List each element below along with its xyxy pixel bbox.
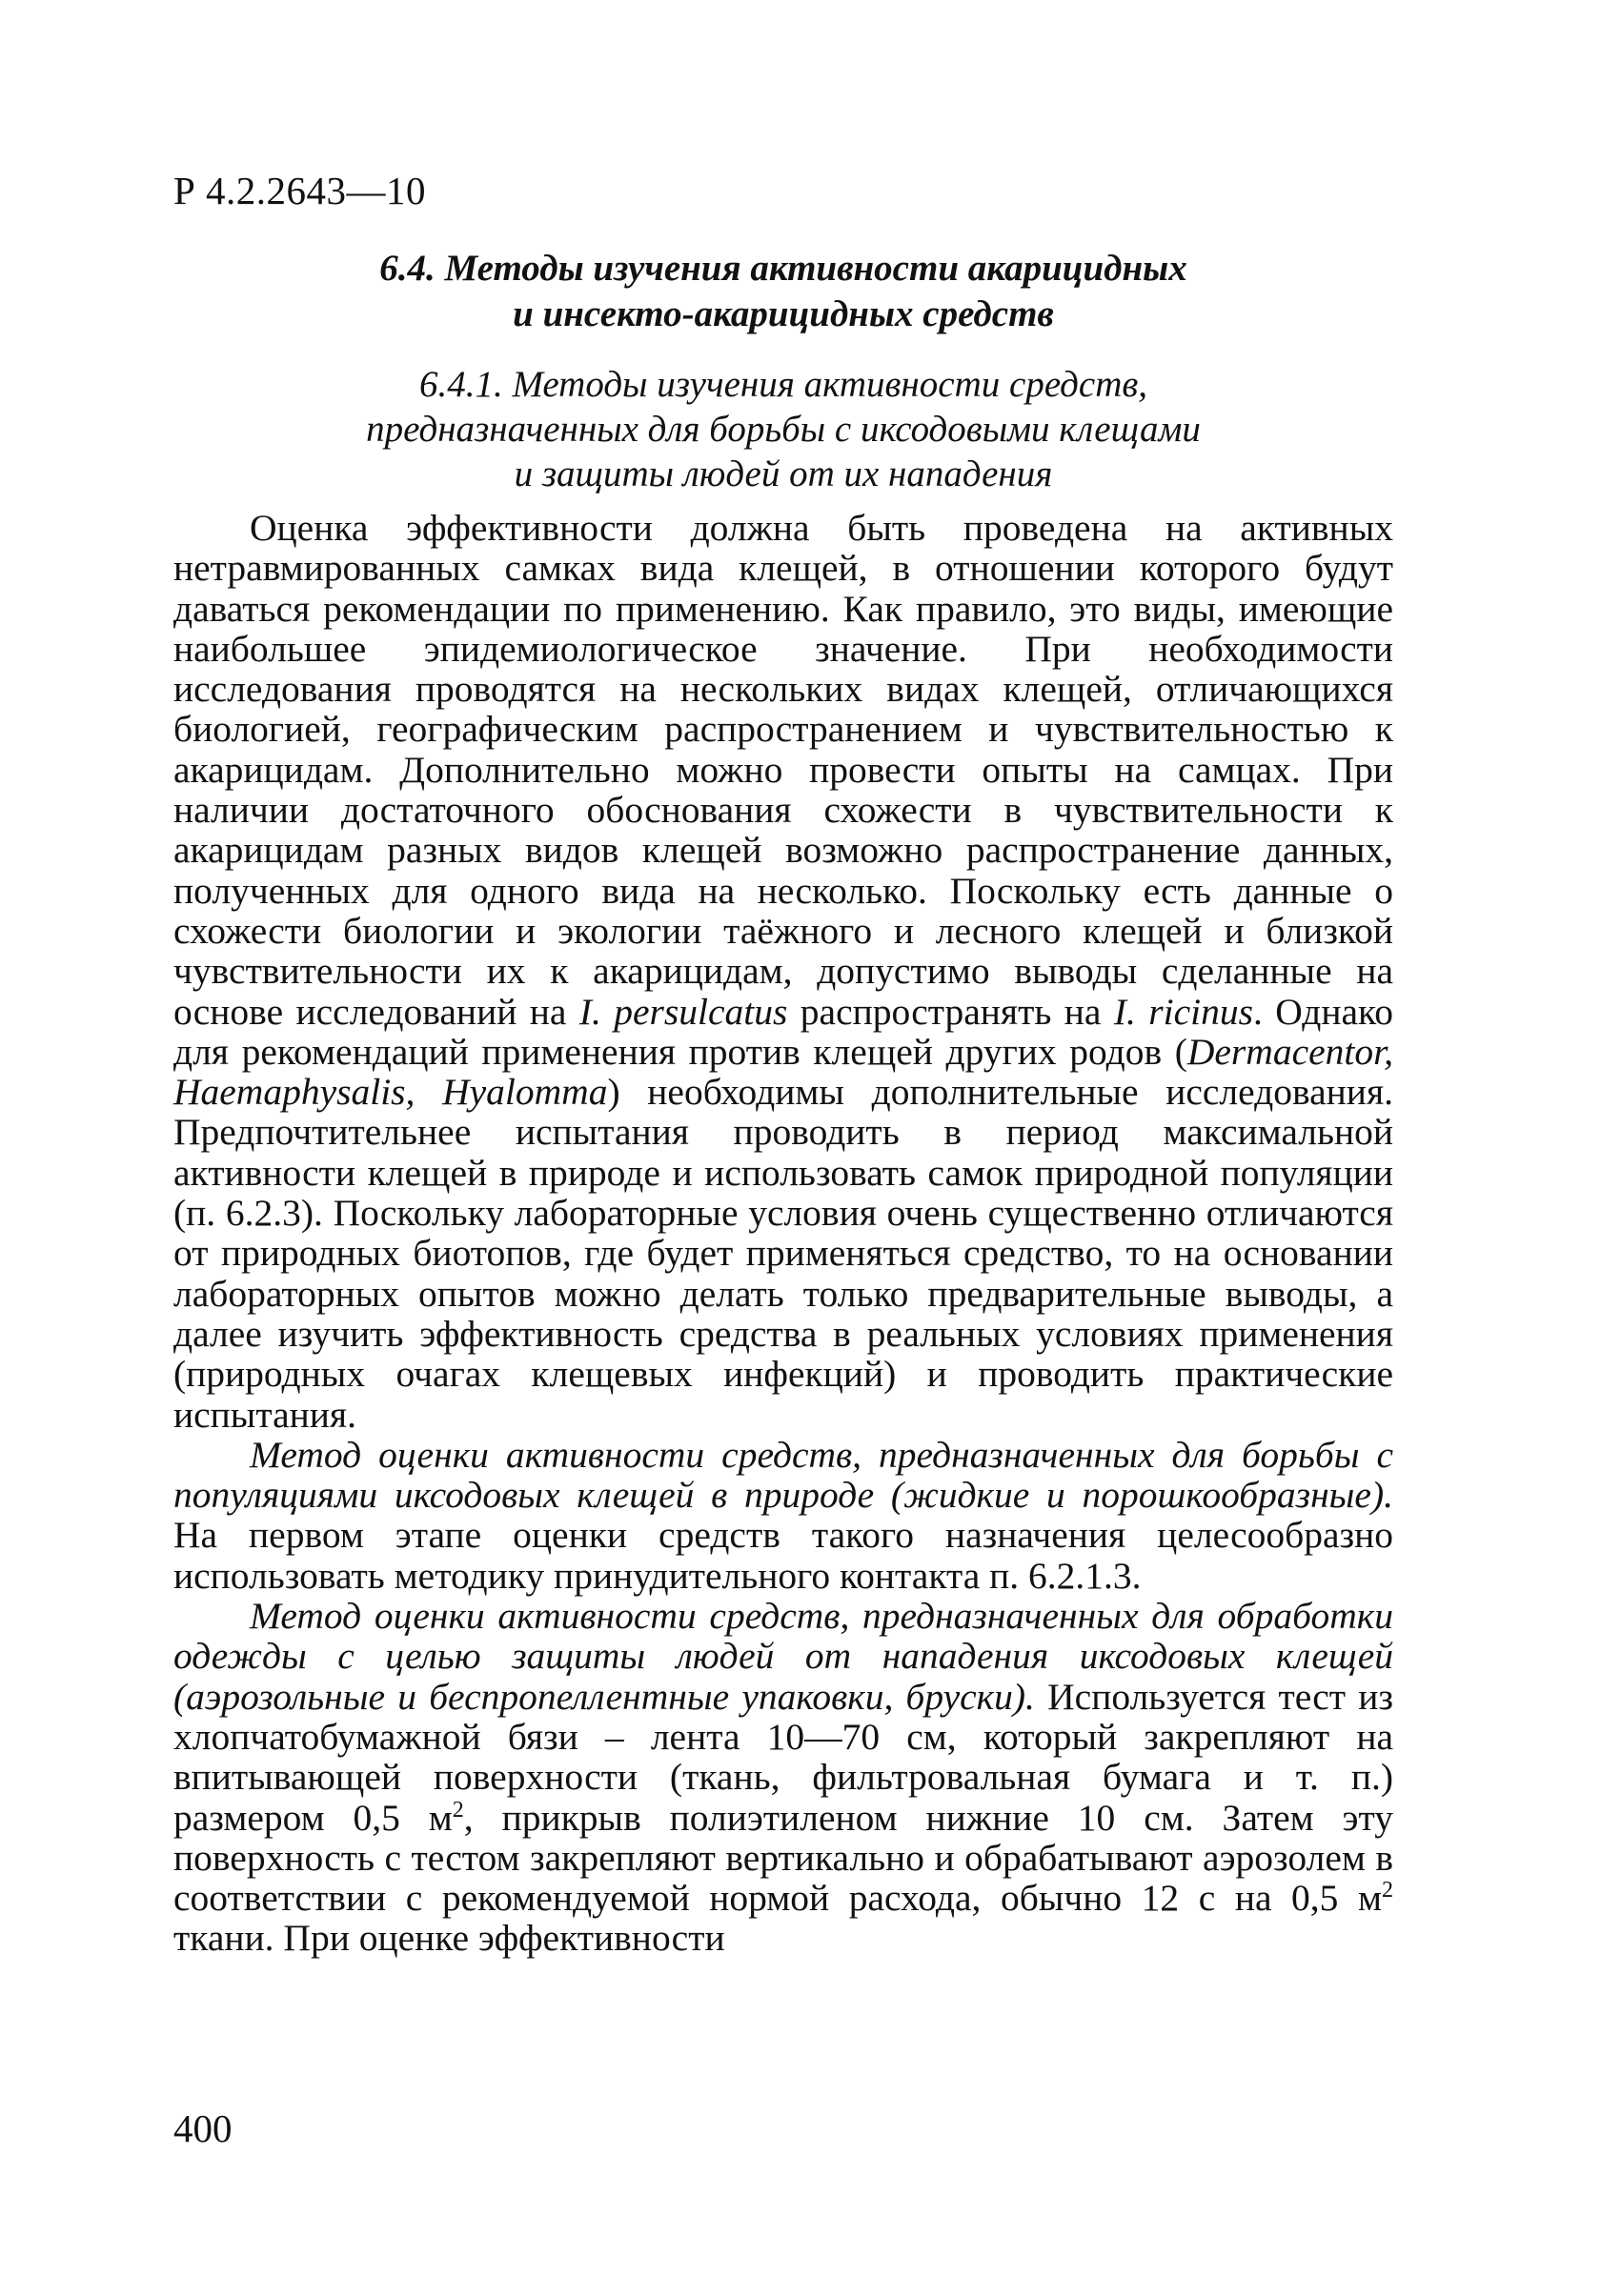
subsection-title-line-1: 6.4.1. Методы изучения активности средств, bbox=[418, 364, 1148, 405]
document-code: Р 4.2.2643—10 bbox=[173, 169, 427, 212]
genera-names: Dermacentor, Haemaphysalis, Hyalomma bbox=[173, 1030, 1393, 1114]
paragraph-population-method bbox=[173, 1435, 1393, 1596]
paragraph-text: ткани. При оценке эффективности bbox=[173, 1917, 725, 1960]
paragraph-text: , прикрыв полиэтиленом нижние 10 см. Затем эту поверхность с тестом закрепляют вертикально и обрабатывают аэрозолем в соответствии с рекомендуемой нормой расхода, обычно 12 с на 0,5 м bbox=[173, 1796, 1393, 1920]
subsection-title-line-2: предназначенных для борьбы с иксодовыми клещами bbox=[366, 409, 1201, 450]
superscript: 2 bbox=[452, 1797, 464, 1823]
paragraph-text: ) необходимы дополнительные исследования. Предпочтительнее испытания проводить в период максимальной активности клещей в природе и использовать самок природной популяции (п. 6.2.3). Поскольку лабораторные условия очень существенно отличаются от природных биотопов, где будет применяться средство, то на основании лабораторных опытов можно делать только предварительные выводы, а далее изучить эффективность средства в реальных условиях применения (природных очагах клещевых инфекций) и проводить практические испытания. bbox=[173, 1071, 1393, 1436]
method-heading: Метод оценки активности средств, предназначенных для обработки одежды с целью защиты людей от нападения иксодовых клещей (аэрозольные и беспропеллентные упаковки, бруски). bbox=[173, 1595, 1393, 1718]
page-number: 400 bbox=[173, 2106, 233, 2150]
superscript: 2 bbox=[1382, 1877, 1393, 1903]
subsection-title-line-3: и защиты людей от их нападения bbox=[514, 453, 1053, 494]
section-title-line-2: и инсекто-акарицидных средств bbox=[513, 293, 1054, 334]
paragraph-evaluation bbox=[173, 508, 1393, 1435]
paragraph-text: На первом этапе оценки средств такого назначения целесообразно использовать методику принудительного контакта п. 6.2.1.3. bbox=[173, 1514, 1393, 1597]
section-title-line-1: 6.4. Методы изучения активности акарицидных bbox=[379, 248, 1187, 289]
species-name: I. persulcatus bbox=[578, 990, 788, 1033]
subsection-title bbox=[173, 362, 1393, 496]
paragraph-text: Используется тест из хлопчатобумажной бязи – лента 10—70 см, который закрепляют на впитывающей поверхности (ткань, фильтровальная бумага и т. п.) размером 0,5 м bbox=[173, 1675, 1393, 1839]
paragraph-clothing-method bbox=[173, 1596, 1393, 1959]
method-heading: Метод оценки активности средств, предназначенных для борьбы с популяциями иксодовых клещей в природе (жидкие и порошкообразные). bbox=[173, 1433, 1393, 1517]
text-column bbox=[173, 246, 1393, 1959]
paragraph-text: . Однако для рекомендаций применения против клещей других родов ( bbox=[173, 990, 1393, 1073]
paragraph-text: Оценка эффективности должна быть проведена на активных нетравмированных самках вида клещей, в отношении которого будут даваться рекомендации по применению. Как правило, это виды, имеющие наибольшее эпидемиологическое значение. При необходимости исследования проводятся на нескольких видах клещей, отличающихся биологией, географическим распространением и чувствительностью к акарицидам. Дополнительно можно провести опыты на самцах. При наличии достаточного обоснования схожести в чувствительности к акарицидам разных видов клещей возможно распространение данных, полученных для одного вида на несколько. Поскольку есть данные о схожести биологии и экологии таёжного и лесного клещей и близкой чувствительности их к акарицидам, допустимо выводы сделанные на основе исследований на bbox=[173, 507, 1393, 1033]
species-name: I. ricinus bbox=[1113, 990, 1253, 1033]
section-title bbox=[173, 246, 1393, 337]
paragraph-text: распространять на bbox=[787, 990, 1114, 1033]
